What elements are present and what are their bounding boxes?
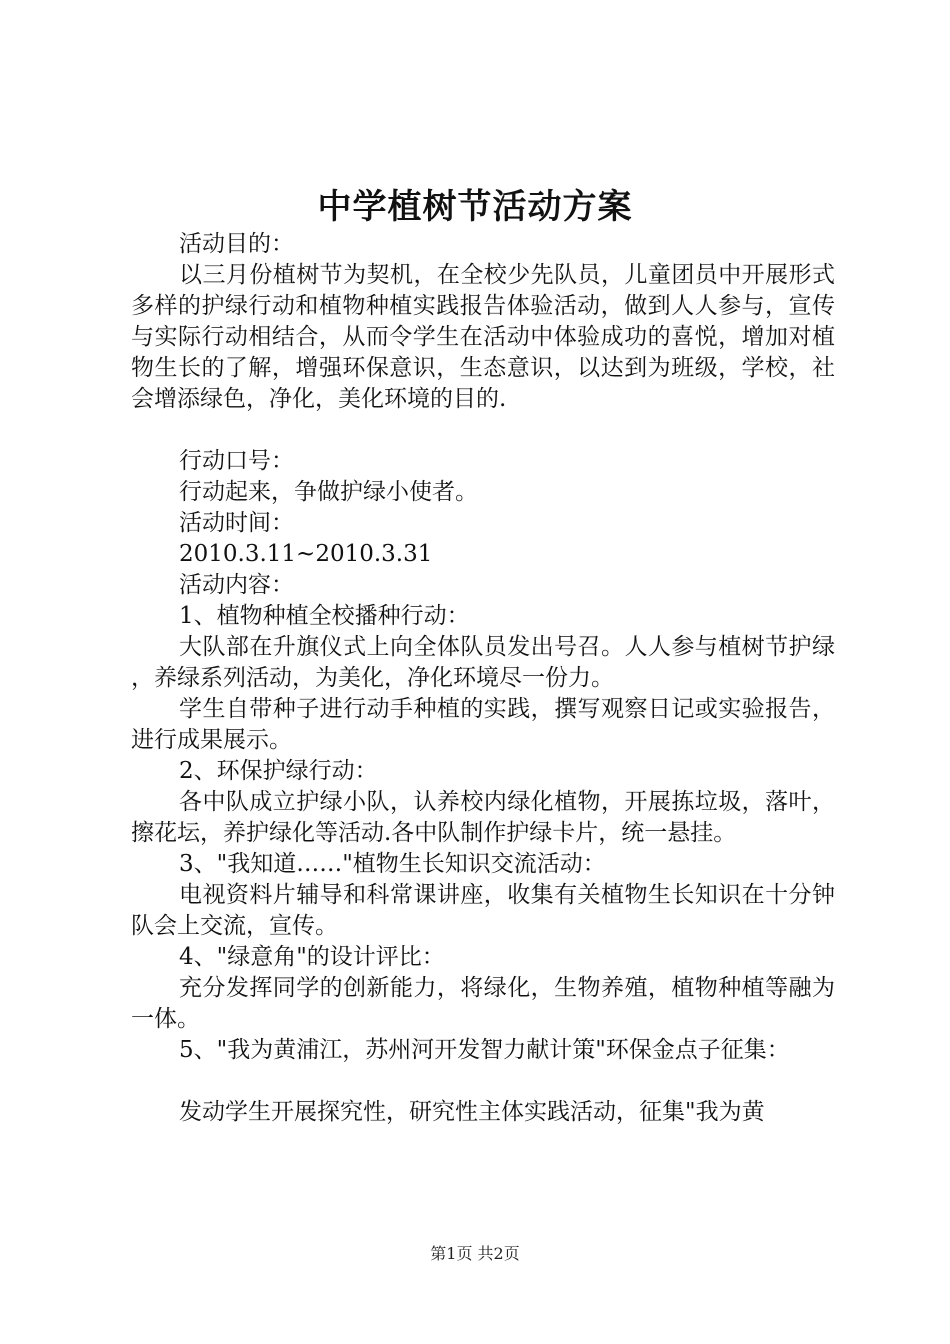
section-heading-time: 活动时间： <box>179 510 294 536</box>
blank-line <box>131 415 835 446</box>
list-item-heading-4: 4、"绿意角"的设计评比： <box>179 944 445 970</box>
list-item-heading-1: 1、植物种植全校播种行动： <box>179 603 470 629</box>
paragraph-item-1a: 大队部在升旗仪式上向全体队员发出号召。人人参与植树节护绿，养绿系列活动，为美化，净化环境尽一份力。 <box>131 634 835 691</box>
paragraph-time: 2010.3.11~2010.3.31 <box>179 541 433 567</box>
list-item-heading-5: 5、"我为黄浦江，苏州河开发智力献计策"环保金点子征集： <box>179 1037 790 1063</box>
paragraph-item-1b: 学生自带种子进行动手种植的实践，撰写观察日记或实验报告，进行成果展示。 <box>131 696 835 753</box>
section-heading-purpose: 活动目的： <box>179 231 294 257</box>
paragraph-item-3: 电视资料片辅导和科常课讲座，收集有关植物生长知识在十分钟队会上交流，宣传。 <box>131 882 835 939</box>
section-heading-content: 活动内容： <box>179 572 294 598</box>
paragraph-item-2: 各中队成立护绿小队，认养校内绿化植物，开展拣垃圾，落叶，擦花坛，养护绿化等活动.各中队制作护绿卡片，统一悬挂。 <box>131 789 835 846</box>
list-item-heading-3: 3、"我知道……"植物生长知识交流活动： <box>179 851 606 877</box>
page-footer: 第1页 共2页 <box>430 1244 520 1263</box>
paragraph-item-5: 发动学生开展探究性，研究性主体实践活动，征集"我为黄 <box>179 1099 765 1125</box>
paragraph-slogan: 行动起来，争做护绿小使者。 <box>179 479 478 505</box>
paragraph-purpose: 以三月份植树节为契机，在全校少先队员，儿童团员中开展形式多样的护绿行动和植物种植实践报告体验活动，做到人人参与，宣传与实际行动相结合，从而令学生在活动中体验成功的喜悦，增加对植物生长的了解，增强环保意识，生态意识，以达到为班级，学校，社会增添绿色，净化，美化环境的目的. <box>131 262 835 412</box>
section-heading-slogan: 行动口号： <box>179 448 294 474</box>
list-item-heading-2: 2、环保护绿行动： <box>179 758 378 784</box>
blank-line <box>131 1066 835 1097</box>
document-title: 中学植树节活动方案 <box>317 187 633 227</box>
document-body <box>131 229 835 1128</box>
paragraph-item-4: 充分发挥同学的创新能力，将绿化，生物养殖，植物种植等融为一体。 <box>131 975 835 1032</box>
